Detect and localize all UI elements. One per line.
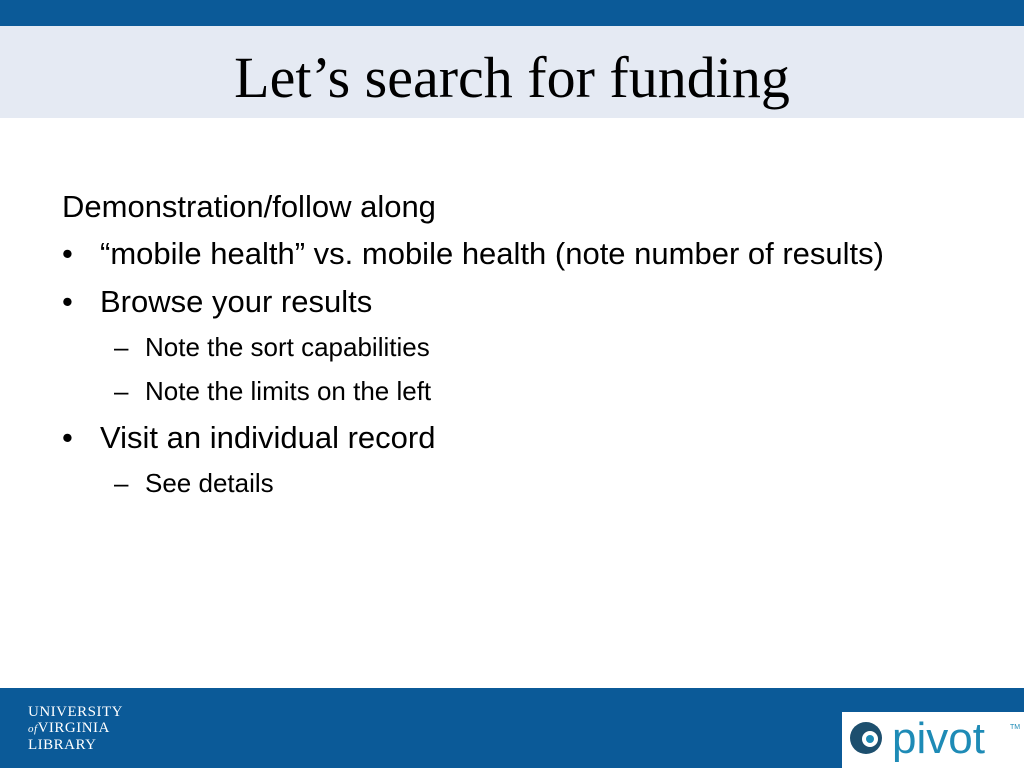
top-accent-bar [0,0,1024,26]
bullet-item [62,418,922,458]
sub-bullet-text: Note the sort capabilities [145,332,430,362]
sub-bullet-text: Note the limits on the left [145,376,432,406]
logo-text-of: of [28,723,38,735]
bullet-text: Visit an individual record [100,420,436,455]
university-of-virginia-library-logo [28,704,138,756]
logo-text-virginia: VIRGINIA [37,720,110,736]
dash-marker: – [114,332,129,362]
sub-bullet-item [62,374,922,408]
bullet-marker: • [62,236,73,271]
logo-text-university: UNIVERSITY [28,704,123,720]
pivot-wordmark: pivot [892,714,985,763]
bullet-text: Browse your results [100,284,373,319]
logo-text-library: LIBRARY [28,737,97,753]
pivot-trademark: TM [1010,724,1021,731]
sub-bullet-text: See details [145,468,274,498]
logo-line-virginia [28,720,138,737]
bullet-item [62,234,922,274]
pivot-logo [842,712,1024,768]
bullet-text: “mobile health” vs. mobile health (note number of results) [100,236,884,271]
dash-marker: – [114,376,129,406]
slide-title: Let’s search for funding [234,45,790,110]
pivot-circle-icon [848,720,884,756]
intro-text: Demonstration/follow along [62,189,436,224]
bullet-item [62,282,922,322]
sub-bullet-item [62,466,922,500]
slide-content [62,186,922,510]
bullet-marker: • [62,284,73,319]
sub-bullet-item [62,330,922,364]
bullet-marker: • [62,420,73,455]
logo-line-library [28,737,138,753]
logo-line-university [28,704,138,720]
dash-marker: – [114,468,129,498]
